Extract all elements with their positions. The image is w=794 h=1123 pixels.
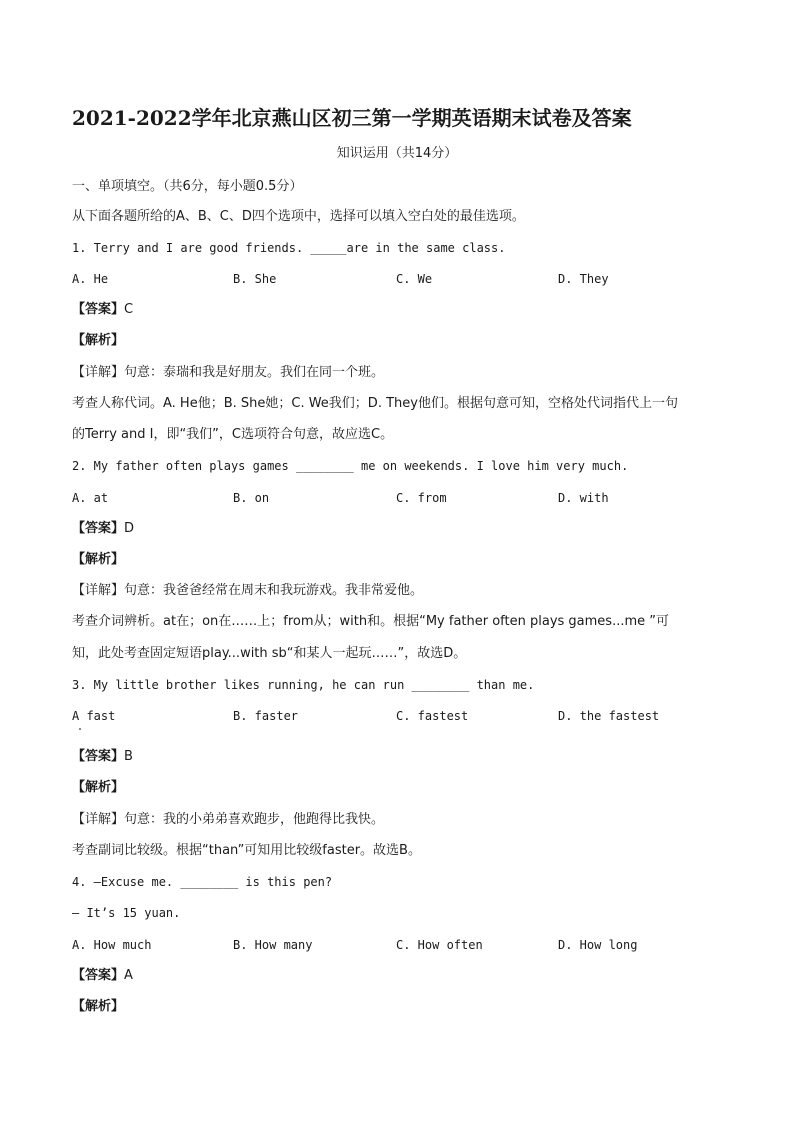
- question-3-explanation-1: 考查副词比较级。根据“than”可知用比较级faster。故选B。: [72, 843, 421, 858]
- question-2-stem: 2. My father often plays games ________ me on weekends. I love him very much.: [72, 459, 629, 473]
- question-3-stem: 3. My little brother likes running, he can run ________ than me.: [72, 678, 535, 692]
- question-2-option-d: D. with: [558, 491, 609, 505]
- answer-value: A: [124, 968, 133, 983]
- question-3-answer: [72, 747, 732, 767]
- question-3-option-b: B. faster: [233, 709, 299, 723]
- question-4-analysis-label: 【解析】: [72, 999, 125, 1014]
- question-2-answer: [72, 519, 732, 539]
- question-2-analysis-label: 【解析】: [72, 552, 125, 567]
- question-1-detail: 【详解】句意：泰瑞和我是好朋友。我们在同一个班。: [72, 365, 385, 380]
- question-4-option-b: B. How many: [233, 938, 313, 952]
- question-1-analysis-label: 【解析】: [72, 333, 125, 348]
- question-4-option-a: A. How much: [72, 938, 152, 952]
- answer-value: B: [124, 749, 133, 764]
- question-2-option-b: B. on: [233, 491, 270, 505]
- answer-value: C: [124, 302, 134, 317]
- question-2-detail: 【详解】句意：我爸爸经常在周末和我玩游戏。我非常爱他。: [72, 583, 424, 598]
- question-1-stem: 1. Terry and I are good friends. _____are in the same class.: [72, 241, 506, 255]
- question-2-option-a: A. at: [72, 491, 109, 505]
- question-1-option-d: D. They: [558, 272, 609, 286]
- question-4-answer: [72, 966, 732, 986]
- answer-label: 【答案】: [72, 968, 125, 983]
- section-heading: 知识运用（共14分）: [336, 146, 458, 161]
- question-3-option-c: C. fastest: [396, 709, 469, 723]
- question-3-analysis-label: 【解析】: [72, 780, 125, 795]
- question-4-option-c: C. How often: [396, 938, 483, 952]
- answer-value: D: [124, 521, 135, 536]
- answer-label: 【答案】: [72, 521, 125, 536]
- answer-label: 【答案】: [72, 749, 125, 764]
- question-1-explanation-1: 考查人称代词。A. He他；B. She她；C. We我们；D. They他们。根据句意可知，空格处代词指代上一句: [72, 396, 678, 411]
- question-3-option-a: A fast: [72, 709, 116, 723]
- question-1-option-c: C. We: [396, 272, 433, 286]
- question-2-option-c: C. from: [396, 491, 447, 505]
- instruction: 从下面各题所给的A、B、C、D四个选项中，选择可以填入空白处的最佳选项。: [72, 209, 525, 224]
- question-4-option-d: D. How long: [558, 938, 638, 952]
- question-2-explanation-1: 考查介词辨析。at在；on在……上；from从；with和。根据“My father often plays games...me ”可: [72, 614, 669, 629]
- stray-mark: [79, 728, 81, 730]
- answer-label: 【答案】: [72, 302, 125, 317]
- question-4-stem: 4. —Excuse me. ________ is this pen?: [72, 875, 333, 889]
- question-1-explanation-2: 的Terry and I，即“我们”，C选项符合句意，故应选C。: [72, 427, 394, 442]
- part-heading: 一、单项填空。（共6分，每小题0.5分）: [72, 179, 303, 194]
- question-1-option-b: B. She: [233, 272, 277, 286]
- question-1-option-a: A. He: [72, 272, 109, 286]
- question-1-answer: [72, 300, 732, 320]
- question-3-option-d: D. the fastest: [558, 709, 660, 723]
- question-4-reply: — It’s 15 yuan.: [72, 906, 181, 920]
- question-2-explanation-2: 知，此处考查固定短语play...with sb“和某人一起玩……”，故选D。: [72, 646, 467, 661]
- question-3-detail: 【详解】句意：我的小弟弟喜欢跑步，他跑得比我快。: [72, 812, 385, 827]
- document-title: 2021-2022学年北京燕山区初三第一学期英语期末试卷及答案: [72, 106, 632, 130]
